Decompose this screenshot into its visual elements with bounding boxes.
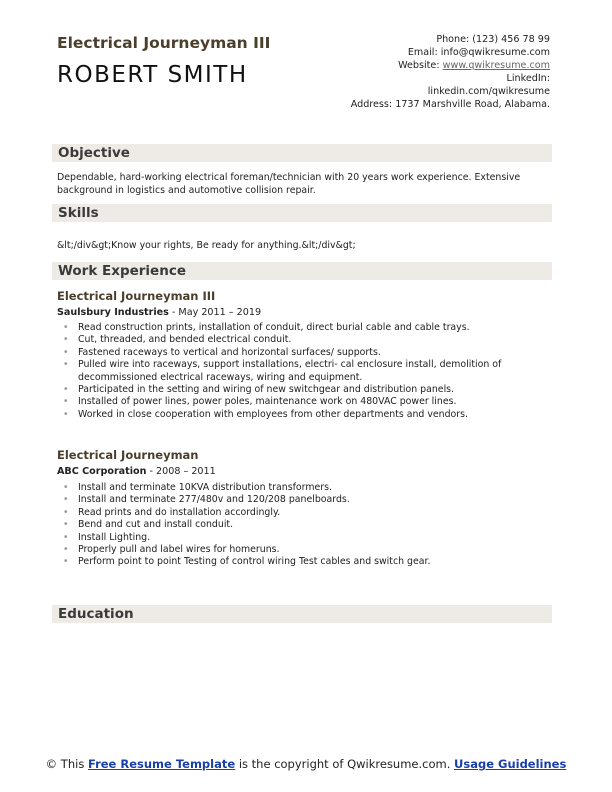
list-item: • Install and terminate 277/480v and 120/208 panelboards. (78, 494, 548, 506)
list-item: • Install Lighting. (78, 532, 548, 544)
email: Email: info@qwikresume.com (407, 47, 550, 58)
company: ABC Corporation (57, 466, 147, 477)
website-label: Website: (398, 60, 443, 71)
section-education (52, 605, 552, 623)
job-title: Electrical Journeyman III (57, 34, 271, 52)
list-item: • Read prints and do installation accordingly. (78, 507, 548, 519)
website-link[interactable]: www.qwikresume.com (442, 60, 550, 71)
section-skills (52, 204, 552, 222)
dates: - May 2011 – 2019 (168, 307, 262, 318)
company-line (57, 307, 261, 318)
job-title: Electrical Journeyman (57, 448, 199, 462)
section-work-experience (52, 262, 552, 280)
free-resume-template-link[interactable]: Free Resume Template (87, 757, 236, 771)
section-heading: Education (58, 606, 134, 622)
company-line (57, 466, 216, 477)
contact-info (350, 33, 550, 111)
list-item: • Cut, threaded, and bended electrical conduit. (78, 334, 548, 346)
section-heading: Skills (58, 205, 99, 221)
section-heading: Work Experience (58, 263, 186, 279)
section-objective (52, 144, 552, 162)
list-item: • Installed of power lines, power poles, maintenance work on 480VAC power lines. (78, 396, 548, 408)
dates: - 2008 – 2011 (146, 466, 216, 477)
linkedin-label: LinkedIn: (506, 73, 550, 84)
list-item: • Pulled wire into raceways, support installations, electri- cal enclosure install, demolition of decommissioned electrical raceways, wiring and equipment. (78, 359, 548, 384)
list-item: • Worked in close cooperation with employees from other departments and vendors. (78, 409, 548, 421)
candidate-name: ROBERT SMITH (57, 62, 248, 88)
list-item: • Perform point to point Testing of control wiring Test cables and switch gear. (78, 556, 548, 568)
address: Address: 1737 Marshville Road, Alabama. (350, 99, 550, 110)
phone: Phone: (123) 456 78 99 (436, 34, 550, 45)
linkedin: linkedin.com/qwikresume (427, 86, 550, 97)
job-title: Electrical Journeyman III (57, 289, 216, 303)
list-item: • Properly pull and label wires for homeruns. (78, 544, 548, 556)
job-bullets (62, 322, 548, 421)
list-item: • Install and terminate 10KVA distribution transformers. (78, 482, 548, 494)
section-heading: Objective (58, 145, 130, 161)
job-bullets (62, 482, 548, 569)
footer (0, 757, 612, 771)
footer-text: is the copyright of Qwikresume.com. (235, 757, 455, 771)
objective-text: Dependable, hard-working electrical foreman/technician with 20 years work experience. Extensive background in logistics and automotive collision repair. (57, 172, 521, 196)
list-item: • Read construction prints, installation of conduit, direct burial cable and cable trays. (78, 322, 548, 334)
list-item: • Participated in the setting and wiring of new switchgear and distribution panels. (78, 384, 548, 396)
company: Saulsbury Industries (57, 307, 169, 318)
list-item: • Fastened raceways to vertical and horizontal surfaces/ supports. (78, 347, 548, 359)
skills-text: &lt;/div&gt;Know your rights, Be ready for anything.&lt;/div&gt; (57, 240, 356, 251)
usage-guidelines-link[interactable]: Usage Guidelines (454, 757, 567, 771)
list-item: • Bend and cut and install conduit. (78, 519, 548, 531)
footer-text: © This (45, 757, 88, 771)
